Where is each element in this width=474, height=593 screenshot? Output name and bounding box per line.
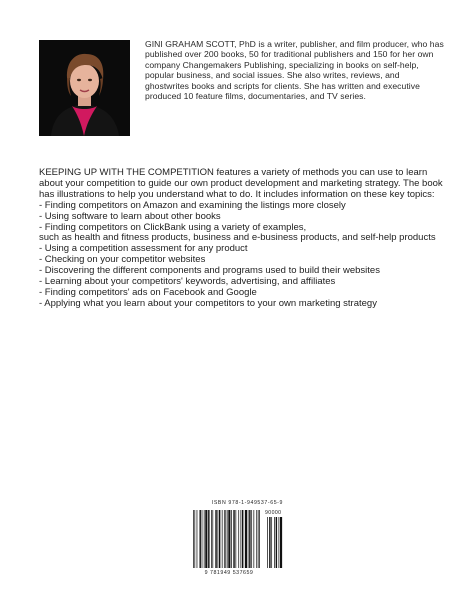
barcode-bar bbox=[256, 510, 257, 568]
barcode-bar bbox=[212, 510, 213, 568]
book-description bbox=[39, 168, 449, 310]
topic-item: - Learning about your competitors' keywords, advertising, and affiliates bbox=[39, 276, 336, 288]
barcode-bar bbox=[208, 510, 209, 568]
topic-item: - Discovering the different components and programs used to build their websites bbox=[39, 265, 380, 277]
topic-item: - Finding competitors' ads on Facebook and Google bbox=[39, 286, 257, 298]
barcode-bar bbox=[241, 510, 242, 568]
barcode-bar bbox=[225, 510, 226, 568]
barcode-bar bbox=[248, 510, 249, 568]
barcode-bar bbox=[199, 510, 200, 568]
barcode-bar bbox=[231, 510, 232, 568]
barcode-bar bbox=[197, 510, 198, 568]
barcode-bar bbox=[276, 517, 277, 568]
topic-item: - Checking on your competitor websites bbox=[39, 254, 206, 266]
barcode-bar bbox=[245, 510, 247, 568]
barcode-bar bbox=[258, 510, 259, 568]
barcode-bar bbox=[251, 510, 252, 568]
barcode-bar bbox=[267, 517, 268, 568]
topic-list bbox=[39, 201, 449, 310]
price-barcode-bars bbox=[267, 517, 283, 568]
topic-item: - Using software to learn about other books bbox=[39, 210, 221, 222]
barcode-bar bbox=[204, 510, 205, 568]
barcode-bar bbox=[280, 517, 282, 568]
barcode-bar bbox=[238, 510, 239, 568]
author-photo bbox=[39, 40, 130, 136]
barcode-bar bbox=[194, 510, 195, 568]
barcode-bar bbox=[249, 510, 250, 568]
price-code: 90000 bbox=[265, 510, 282, 516]
barcode-bar bbox=[222, 510, 223, 568]
barcode-bar bbox=[227, 510, 228, 568]
barcode-bar bbox=[215, 510, 216, 568]
barcode-bar bbox=[224, 510, 225, 568]
barcode-bar bbox=[211, 510, 212, 568]
author-bio-text: is a writer, publisher, and film producer, who has published over 200 books, 50 for traditional publishers and 150 for her own company Changemakers Publishing, specializing in books on self-help, popular business, and social issues. She also writes, reviews, and ghostwrites books and scripts for clients. She has written and executive produced 10 feature films, documentaries, and TV series. bbox=[145, 39, 444, 102]
topic-item: such as health and fitness products, business and e-business products, and self-help products bbox=[39, 232, 436, 244]
topic-item: - Finding competitors on ClickBank using a variety of examples, bbox=[39, 221, 307, 233]
author-bio bbox=[145, 39, 445, 101]
barcode-bar bbox=[205, 510, 207, 568]
barcode-bar bbox=[259, 510, 260, 568]
barcode-bar bbox=[233, 510, 234, 568]
ean-barcode-bars bbox=[193, 510, 265, 568]
barcode-bar bbox=[217, 510, 218, 568]
topic-item: - Finding competitors on Amazon and examining the listings more closely bbox=[39, 199, 346, 211]
barcode-bar bbox=[279, 517, 280, 568]
author-name: GINI GRAHAM SCOTT, PhD bbox=[145, 39, 256, 49]
barcode-bar bbox=[271, 517, 272, 568]
barcode-bar bbox=[274, 517, 275, 568]
barcode-bar bbox=[253, 510, 254, 568]
barcode-bar bbox=[235, 510, 236, 568]
barcode-bar bbox=[228, 510, 230, 568]
topic-item: - Applying what you learn about your competitors to your own marketing strategy bbox=[39, 297, 377, 309]
barcode-bar bbox=[193, 510, 194, 568]
barcode bbox=[193, 500, 283, 588]
barcode-bar bbox=[219, 510, 220, 568]
isbn-text: ISBN 978-1-949537-65-9 bbox=[211, 500, 283, 506]
topic-item: - Using a competition assessment for any product bbox=[39, 243, 248, 255]
barcode-bar bbox=[242, 510, 243, 568]
barcode-bar bbox=[202, 510, 203, 568]
description-intro: KEEPING UP WITH THE COMPETITION features a variety of methods you can use to learn about your competition to guide our own product development and marketing strategy. The book has illustrations to help you understand what to do. It includes information on these key topics: bbox=[39, 167, 443, 200]
barcode-bar bbox=[269, 517, 270, 568]
ean-digits: 9 781949 537659 bbox=[204, 570, 254, 576]
